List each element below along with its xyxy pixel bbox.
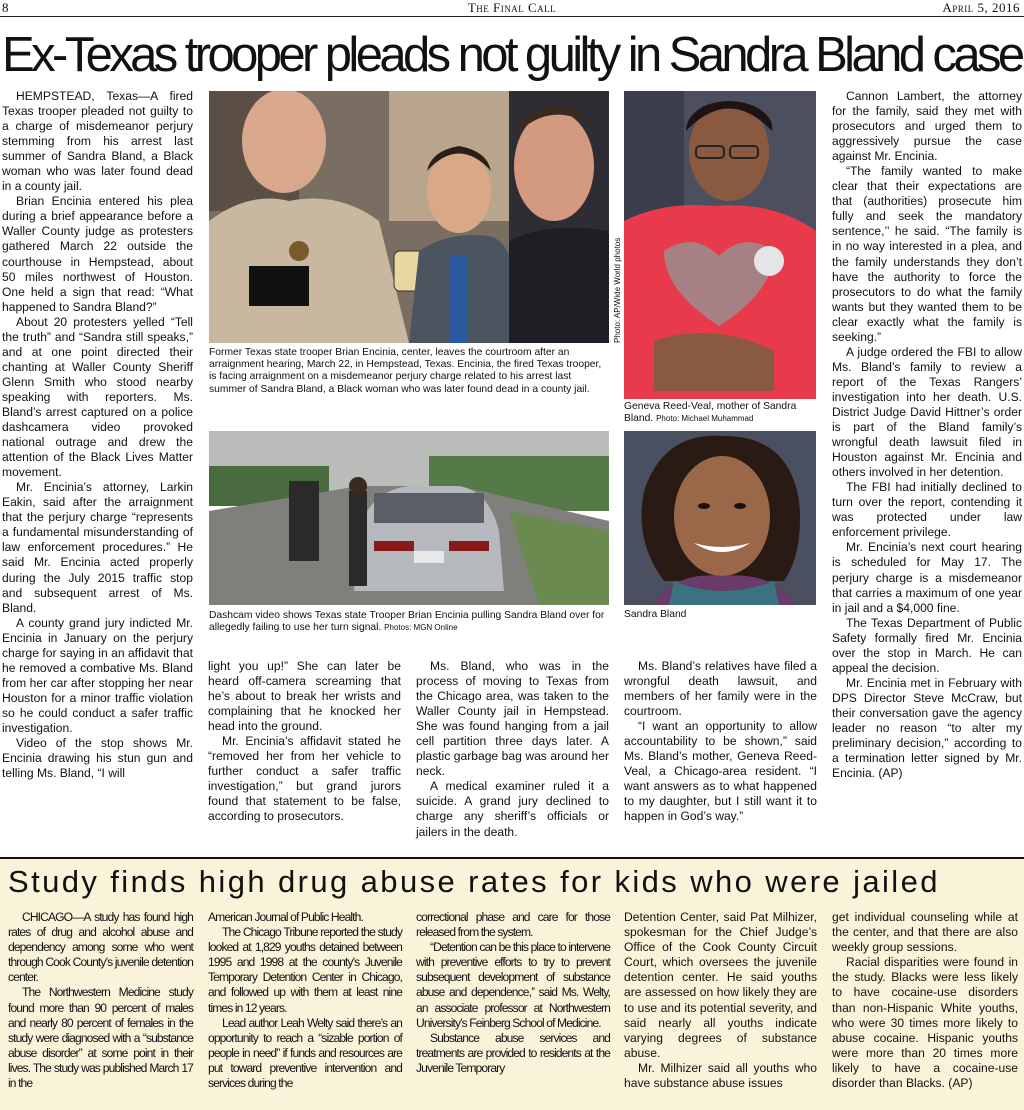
sandra-image bbox=[624, 431, 816, 605]
paragraph: The Chicago Tribune reported the study looked at 1,829 youths detained between 1995 and 1998 at the county’s Juvenile Temporary Detention Center in Chicago, and followed up with them at least nine times in 12 years. bbox=[208, 925, 402, 1015]
sidebar-column-5 bbox=[832, 910, 1018, 1091]
courtroom-image bbox=[209, 91, 609, 343]
sidebar-column-3 bbox=[416, 910, 610, 1076]
caption-text: Dashcam video shows Texas state Trooper Brian Encinia pulling Sandra Bland over for allegedly failing to use her turn signal. bbox=[209, 610, 605, 634]
paragraph: The Texas Department of Public Safety formally fired Mr. Encinia over the stop in March. He can appeal the decision. bbox=[832, 615, 1022, 675]
page-header bbox=[0, 0, 1024, 17]
dashcam-image bbox=[209, 431, 609, 605]
page-number: 8 bbox=[2, 0, 9, 15]
sidebar-column-2 bbox=[208, 910, 402, 1091]
article-column-5 bbox=[832, 89, 1022, 781]
paragraph: Racial disparities were found in the study. Blacks were less likely to have cocaine-use disorders than non-Hispanic White youths, who were 30 times more likely to abuse cocaine. Hispanic youths were more than 20 times more likely to have a cocaine-use disorder than Blacks. (AP) bbox=[832, 955, 1018, 1091]
sidebar-column-4 bbox=[624, 910, 817, 1091]
paragraph: light you up!” She can later be heard off-camera screaming that he’s about to break her wrists and complaining that he knocked her head into the ground. bbox=[208, 659, 401, 734]
paragraph: Video of the stop shows Mr. Encinia drawing his stun gun and telling Ms. Bland, “I will bbox=[2, 736, 193, 781]
paragraph: Mr. Encinia met in February with DPS Director Steve McCraw, but their conversation gave the agency leader no reason “to alter my preliminary decision,” according to a termination letter signed by Mr. Encinia. (AP) bbox=[832, 675, 1022, 781]
paragraph: “I want an opportunity to allow accountability to be shown,” said Ms. Bland’s mother, Geneva Reed-Veal, a Chicago-area resident. “I want answers as to what happened to my daughter, but I still want it to happen in God’s way.” bbox=[624, 719, 817, 824]
geneva-image bbox=[624, 91, 816, 399]
paragraph: “Detention can be this place to intervene with preventive efforts to try to prevent subsequent development of substance abuse and dependence,’’ said Ms. Welty, an associate professor at Northwestern University’s Feinberg School of Medicine. bbox=[416, 940, 610, 1030]
photo-credit-vertical: Photo: AP/Wide World photos bbox=[613, 237, 622, 343]
article-column-2 bbox=[208, 659, 401, 825]
photo-sandra-bland bbox=[624, 431, 816, 605]
photo-credit: Photos: MGN Online bbox=[384, 623, 458, 633]
paragraph: About 20 protesters yelled “Tell the truth” and “Sandra still speaks,” and at one point directed their chanting at Waller County Sheriff Glenn Smith who stood nearby speaking with reporters. Ms. Bland’s arrest captured on a police dashcamera video provoked national outrage and drew the attention of the Black Lives Matter movement. bbox=[2, 314, 193, 480]
photo-credit: Photo: Michael Muhammad bbox=[656, 414, 754, 424]
photo-geneva-reed-veal bbox=[624, 91, 816, 399]
paragraph: Lead author Leah Welty said there’s an opportunity to reach a “sizable portion of people in need” if funds and resources are put toward preventive intervention and services during the bbox=[208, 1015, 402, 1091]
photo-courtroom bbox=[209, 91, 609, 343]
paragraph: A medical examiner ruled it a suicide. A grand jury declined to charge any sheriff’s officials or jailers in the death. bbox=[416, 779, 609, 839]
paragraph: Substance abuse services and treatments are provided to residents at the Juvenile Temporary bbox=[416, 1030, 610, 1075]
paragraph: The FBI had initially declined to turn over the report, contending it was protected under law enforcement privilege. bbox=[832, 480, 1022, 540]
article-column-4 bbox=[624, 659, 817, 825]
paragraph: Ms. Bland, who was in the process of moving to Texas from the Chicago area, was taken to the Waller County jail in Hempstead. She was found hanging from a jail cell partition three days later. A plastic garbage bag was around her neck. bbox=[416, 659, 609, 779]
sidebar-column-1 bbox=[8, 910, 193, 1091]
photo-caption-geneva bbox=[624, 401, 820, 425]
sidebar-headline: Study finds high drug abuse rates for kids who were jailed bbox=[8, 864, 940, 899]
paragraph: Cannon Lambert, the attorney for the family, said they met with prosecutors and urged them to aggressively pursue the case against Mr. Encinia. bbox=[832, 89, 1022, 164]
paragraph: Mr. Encinia’s next court hearing is scheduled for May 17. The perjury charge is a misdemeanor that carries a maximum of one year in jail and a $4,000 fine. bbox=[832, 540, 1022, 615]
paragraph: A judge ordered the FBI to allow Ms. Bland’s family to review a report of the Texas Rangers’ investigation into her death. U.S. District Judge David Hittner’s order is part of the Bland family’s wrongful death lawsuit filed in Houston against Mr. Encinia and others involved in her detention. bbox=[832, 344, 1022, 480]
paragraph: The Northwestern Medicine study found more than 90 percent of males and nearly 80 percent of females in the study were diagnosed with a “substance abuse disorder” at some point in their lives. The study was published March 17 in the bbox=[8, 985, 193, 1091]
caption-text: Former Texas state trooper Brian Encinia, center, leaves the courtroom after an arraignment hearing, March 22, in Hempstead, Texas. Encinia, the fired Texas trooper, is facing arraignment on a misdemeanor perjury charge related to his arrest last summer of Sandra Bland, a Black woman who was later found dead in a county jail. bbox=[209, 347, 602, 395]
paragraph: Mr. Encinia’s attorney, Larkin Eakin, said after the arraignment that the perjury charge “represents a fundamental misunderstanding of law enforcement procedures.” He said Mr. Encinia acted properly during the July 2015 traffic stop and subsequent arrest of Ms. Bland. bbox=[2, 480, 193, 615]
paragraph: Mr. Encinia’s affidavit stated he “removed her from her vehicle to further conduct a safer traffic investigation,” but grand jurors found that statement to be false, according to prosecutors. bbox=[208, 734, 401, 824]
caption-text: Sandra Bland bbox=[624, 609, 687, 620]
paragraph: A county grand jury indicted Mr. Encinia in January on the perjury charge for saying in an affidavit that he removed a combative Ms. Bland from her car after stopping her near Houston for a minor traffic violation so he could conduct a safer traffic investigation. bbox=[2, 615, 193, 735]
paragraph: American Journal of Public Health. bbox=[208, 910, 363, 924]
photo-caption-sandra bbox=[624, 609, 820, 621]
paragraph: CHICAGO—A study has found high rates of drug and alcohol abuse and dependency among some who went through Cook County’s juvenile detention center. bbox=[8, 910, 193, 985]
paragraph: correctional phase and care for those released from the system. bbox=[416, 910, 610, 940]
caption-text: Geneva Reed-Veal, mother of Sandra Bland. bbox=[624, 401, 797, 425]
paragraph: “The family wanted to make clear that their expectations are that (authorities) prosecute him fully and seek the mandatory sentence,’’ he said. “The family is in no way interested in a plea, and the family understands they don’t have the authority to force the prosecutors to do what the family wants but they wanted them to be clear exactly what the family is seeking.” bbox=[832, 164, 1022, 344]
paragraph: Mr. Milhizer said all youths who have substance abuse issues bbox=[624, 1060, 817, 1091]
article-column-3 bbox=[416, 659, 609, 840]
article-column-1 bbox=[2, 89, 193, 781]
publication-name: The Final Call bbox=[467, 0, 557, 15]
paragraph: get individual counseling while at the center, and that there are also weekly group sessions. bbox=[832, 910, 1018, 955]
paragraph: Detention Center, said Pat Milhizer, spokesman for the Chief Judge’s Office of the Cook County Circuit Court, which oversees the juvenile detention center. He said youths are assessed on how likely they are to use and its potential severity, and said nearly all youths indicate varying degrees of substance abuse. bbox=[624, 910, 817, 1060]
paragraph: Ms. Bland’s relatives have filed a wrongful death lawsuit, and members of her family were in the courtroom. bbox=[624, 659, 817, 719]
photo-dashcam bbox=[209, 431, 609, 605]
main-headline: Ex-Texas trooper pleads not guilty in Sandra Bland case bbox=[2, 28, 1022, 82]
issue-date: April 5, 2016 bbox=[942, 0, 1020, 15]
paragraph: Brian Encinia entered his plea during a brief appearance before a Waller County judge as protesters gathered March 22 outside the courthouse in Hempstead, about 50 miles northwest of Houston. One held a sign that read: “What happened to Sandra Bland?” bbox=[2, 194, 193, 314]
photo-caption-dashcam bbox=[209, 610, 610, 634]
paragraph: HEMPSTEAD, Texas—A fired Texas trooper pleaded not guilty to a charge of misdemeanor perjury stemming from his arrest last summer of Sandra Bland, a Black woman who was later found dead in a county jail. bbox=[2, 89, 193, 194]
photo-caption-courtroom bbox=[209, 347, 610, 396]
